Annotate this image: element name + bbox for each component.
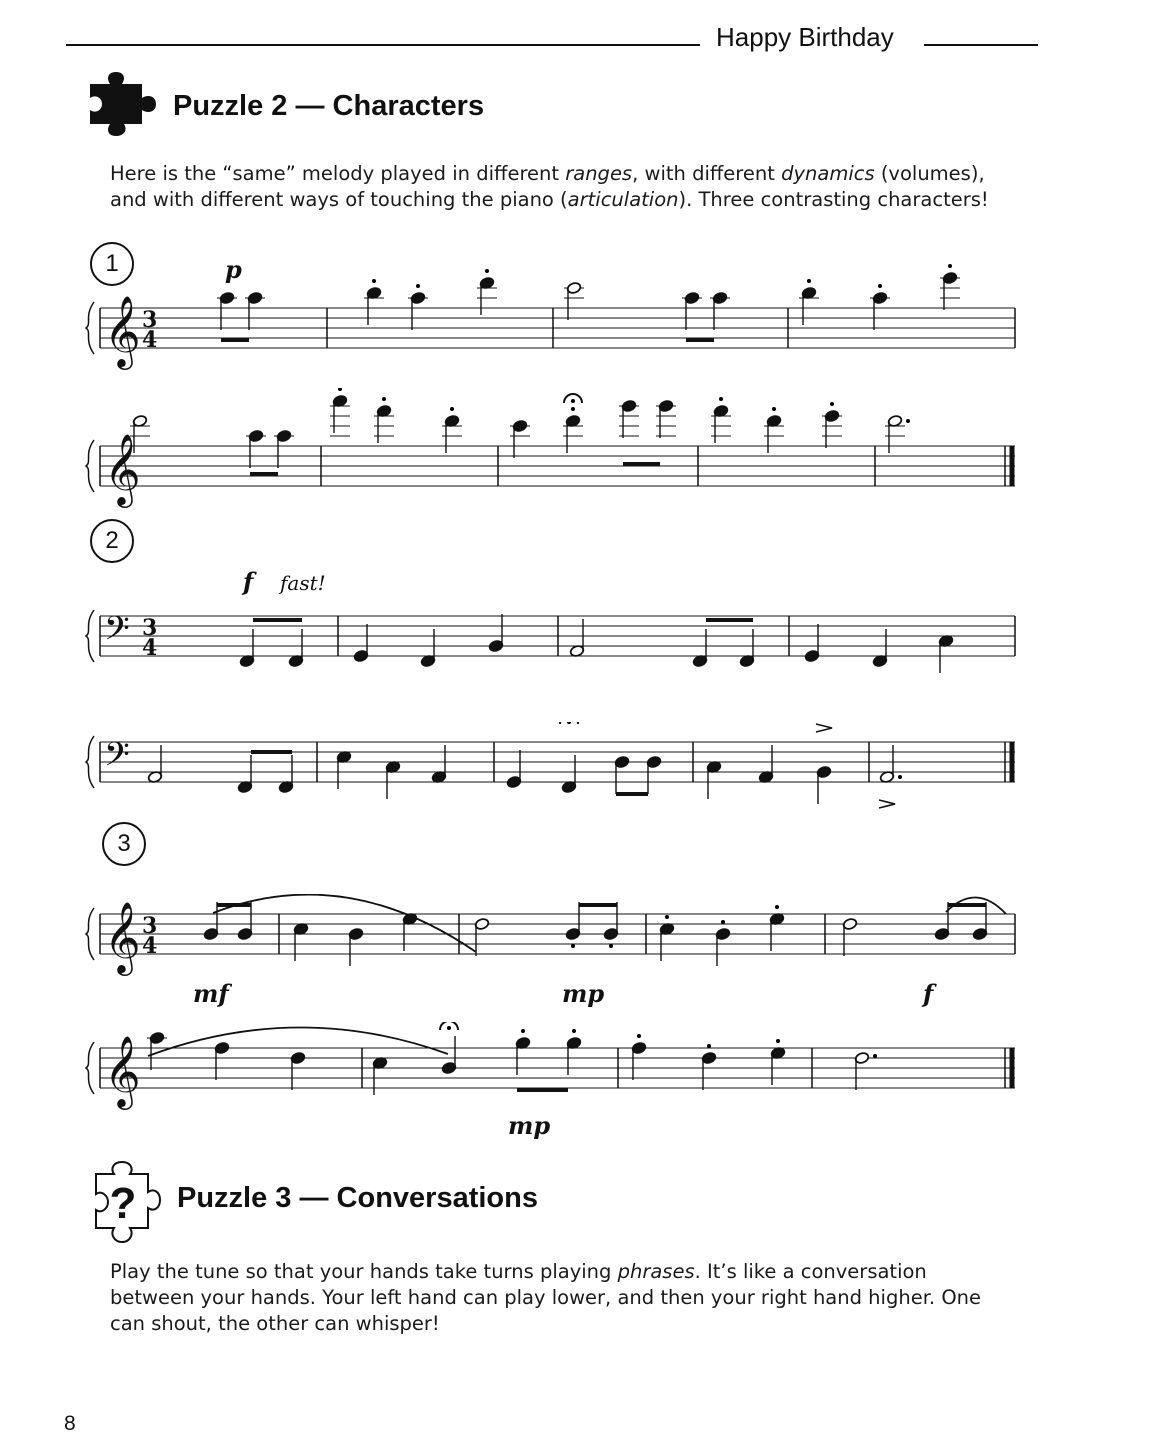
staff-character-1-line-2 [80, 388, 1030, 508]
staff-character-3-line-2 [80, 1022, 1030, 1142]
time-signature-bottom: 4 [142, 327, 158, 353]
treble-clef-icon: 𝄞 [104, 294, 141, 367]
slur [213, 895, 476, 952]
brace [86, 736, 94, 788]
staccato-dot [338, 388, 342, 391]
staccato-dot [572, 1029, 576, 1033]
bass-clef-icon: 𝄢 [104, 610, 130, 656]
accent-mark [879, 800, 895, 808]
augmentation-dot [906, 419, 910, 423]
beam [517, 1088, 568, 1092]
treble-clef-icon: 𝄞 [104, 432, 141, 505]
staccato-dot [948, 264, 952, 268]
staccato-dot [571, 944, 575, 948]
augmentation-dot [873, 1054, 877, 1058]
time-signature-top: 3 [142, 913, 158, 939]
puzzle3-title: Puzzle 3 — Conversations [177, 1182, 538, 1214]
beam [221, 338, 249, 342]
slur [148, 1027, 448, 1056]
brace [86, 908, 94, 960]
puzzle2-title: Puzzle 2 — Characters [173, 90, 485, 122]
puzzle2-intro: Here is the “same” melody played in different ranges, with different dynamics (volumes), and with different ways of touching the piano (articulation). Three contrasting characters! [110, 162, 989, 211]
header-rule-left [66, 44, 700, 46]
puzzle3-text: Play the tune so that your hands take turns playing phrases. It’s like a conversation between your hands. Your left hand can play lower, and then your right hand higher. One can shout, the other can whisper! [110, 1260, 982, 1335]
beam [250, 472, 278, 476]
staccato-dot [878, 284, 882, 288]
fermata-dot [567, 722, 571, 724]
beam [623, 462, 660, 466]
staccato-dot [707, 1044, 711, 1048]
svg-text:?: ? [109, 1179, 137, 1228]
time-signature-top: 3 [142, 615, 158, 641]
staff-character-2-line-2 [80, 722, 1030, 812]
treble-clef-icon: 𝄞 [104, 1034, 141, 1107]
dynamic-mf: mf [193, 979, 229, 1008]
character-number-2: 2 [90, 519, 134, 563]
dynamic-mp: mp [508, 1111, 551, 1140]
staccato-dot [719, 397, 723, 401]
staccato-dot [830, 402, 834, 406]
staccato-dot [416, 284, 420, 288]
treble-clef-icon: 𝄞 [104, 900, 141, 973]
staccato-dot [775, 905, 779, 909]
header-title: Happy Birthday [716, 22, 894, 52]
brace [86, 440, 94, 492]
page-number: 8 [64, 1412, 76, 1435]
time-signature-top: 3 [142, 307, 158, 333]
staccato-dot [485, 269, 489, 273]
fermata-dot [447, 1026, 451, 1030]
puzzle-piece-icon [86, 72, 160, 136]
dynamic-f: f [923, 979, 934, 1008]
staccato-dot [372, 279, 376, 283]
staccato-dot [807, 279, 811, 283]
staccato-dot [609, 944, 613, 948]
beam [616, 792, 648, 796]
staff-character-2-line-1 [80, 570, 1030, 680]
dynamic-p: p [225, 258, 242, 284]
staff-character-1-line-1 [80, 258, 1030, 378]
dynamic-f: f [243, 570, 254, 596]
augmentation-dot [898, 775, 902, 779]
time-signature-bottom: 4 [142, 933, 158, 959]
staccato-dot [665, 915, 669, 919]
staccato-dot [776, 1039, 780, 1043]
beam [251, 750, 292, 754]
staccato-dot [772, 407, 776, 411]
time-signature-bottom: 4 [142, 635, 158, 661]
staccato-dot [637, 1034, 641, 1038]
dynamic-mp: mp [562, 979, 605, 1008]
header-rule-right [924, 44, 1038, 46]
beam [706, 618, 753, 622]
staff-character-3-line-1 [80, 894, 1030, 1014]
brace [86, 610, 94, 662]
accent-mark [816, 724, 832, 732]
bass-clef-icon: 𝄢 [104, 736, 130, 782]
staccato-dot [521, 1029, 525, 1033]
staccato-dot [382, 397, 386, 401]
staccato-dot [721, 920, 725, 924]
puzzle-question-icon [90, 1160, 164, 1244]
staccato-dot [571, 407, 575, 411]
staccato-dot [450, 407, 454, 411]
beam [686, 338, 714, 342]
character-number-3: 3 [102, 822, 146, 866]
tempo-marking: fast! [280, 571, 326, 595]
beam [579, 903, 617, 907]
brace [86, 1042, 94, 1094]
character-number-1: 1 [90, 242, 134, 286]
fermata-dot [571, 399, 575, 403]
brace [86, 302, 94, 354]
beam [253, 618, 302, 622]
